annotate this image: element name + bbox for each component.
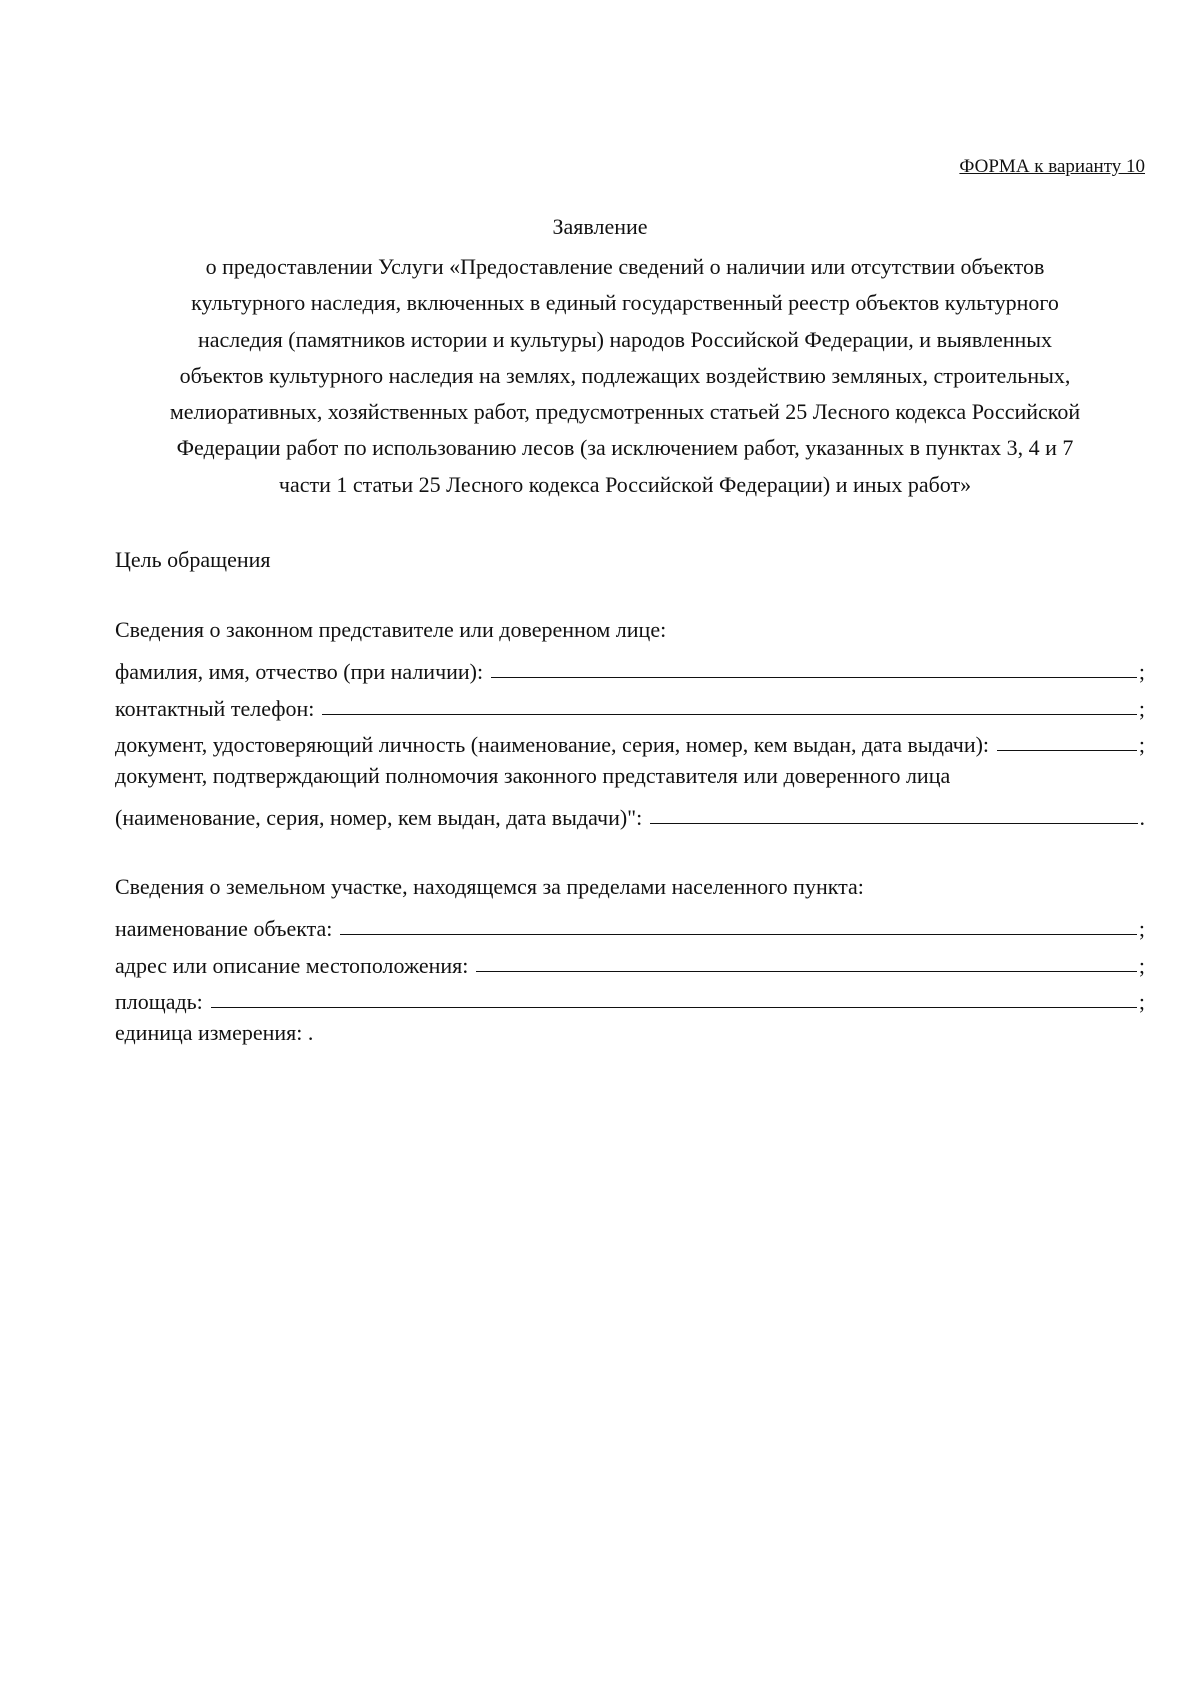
subtitle-line: наследия (памятников истории и культуры) народов Российской Федерации, и выявленных bbox=[197, 326, 1053, 352]
authority-document-label-line2: (наименование, серия, номер, кем выдан, дата выдачи)": bbox=[115, 805, 643, 830]
full-name-semicolon: ; bbox=[1138, 659, 1145, 684]
phone-row bbox=[115, 685, 1145, 722]
land-plot-heading: Сведения о земельном участке, находящемся за пределами населенного пункта: bbox=[115, 874, 864, 899]
phone-field[interactable] bbox=[322, 713, 1137, 715]
purpose-section bbox=[115, 542, 1145, 579]
id-document-row bbox=[115, 722, 1145, 759]
representative-section bbox=[115, 612, 1145, 831]
purpose-heading: Цель обращения bbox=[115, 547, 271, 572]
document-title: Заявление bbox=[552, 214, 648, 239]
representative-heading: Сведения о законном представителе или доверенном лице: bbox=[115, 617, 667, 642]
subtitle-line: культурного наследия, включенных в единый государственный реестр объектов культурного bbox=[191, 290, 1059, 316]
unit-line: единица измерения: . bbox=[115, 1020, 314, 1045]
area-field[interactable] bbox=[211, 1006, 1137, 1008]
full-name-row bbox=[115, 649, 1145, 686]
address-row bbox=[115, 942, 1145, 979]
area-row bbox=[115, 979, 1145, 1016]
authority-document-row bbox=[115, 795, 1145, 832]
object-name-label: наименование объекта: bbox=[115, 916, 333, 941]
address-field[interactable] bbox=[476, 970, 1136, 972]
area-label: площадь: bbox=[115, 989, 203, 1014]
full-name-label: фамилия, имя, отчество (при наличии): bbox=[115, 659, 484, 684]
object-name-field[interactable] bbox=[340, 933, 1136, 935]
authority-document-period: . bbox=[1139, 805, 1145, 830]
full-name-field[interactable] bbox=[491, 676, 1137, 678]
address-semicolon: ; bbox=[1138, 952, 1145, 978]
authority-document-label-line1: документ, подтверждающий полномочия законного представителя или доверенного лица bbox=[115, 763, 951, 788]
subtitle-line: Федерации работ по использованию лесов (за исключением работ, указанных в пунктах 3, 4 и 7 bbox=[176, 435, 1074, 461]
area-semicolon: ; bbox=[1138, 989, 1145, 1014]
address-label: адрес или описание местоположения: bbox=[115, 952, 469, 978]
object-name-semicolon: ; bbox=[1138, 916, 1145, 941]
id-document-label: документ, удостоверяющий личность (наименование, серия, номер, кем выдан, дата выдачи): bbox=[115, 732, 990, 757]
phone-label: контактный телефон: bbox=[115, 695, 315, 721]
subtitle-line: части 1 статьи 25 Лесного кодекса Российской Федерации) и иных работ» bbox=[278, 471, 972, 497]
subtitle-line: о предоставлении Услуги «Предоставление сведений о наличии или отсутствии объектов bbox=[205, 254, 1045, 279]
document-subtitle bbox=[110, 249, 1140, 503]
phone-semicolon: ; bbox=[1138, 695, 1145, 721]
subtitle-line: мелиоративных, хозяйственных работ, предусмотренных статьей 25 Лесного кодекса Российской bbox=[169, 399, 1081, 425]
authority-document-field[interactable] bbox=[650, 822, 1137, 824]
form-variant-label: ФОРМА к варианту 10 bbox=[959, 156, 1145, 177]
subtitle-line: объектов культурного наследия на землях, подлежащих воздействию земляных, строительных, bbox=[179, 362, 1071, 388]
id-document-field[interactable] bbox=[997, 749, 1137, 751]
id-document-semicolon: ; bbox=[1138, 732, 1145, 757]
land-plot-section bbox=[115, 869, 1145, 1052]
object-name-row bbox=[115, 906, 1145, 943]
